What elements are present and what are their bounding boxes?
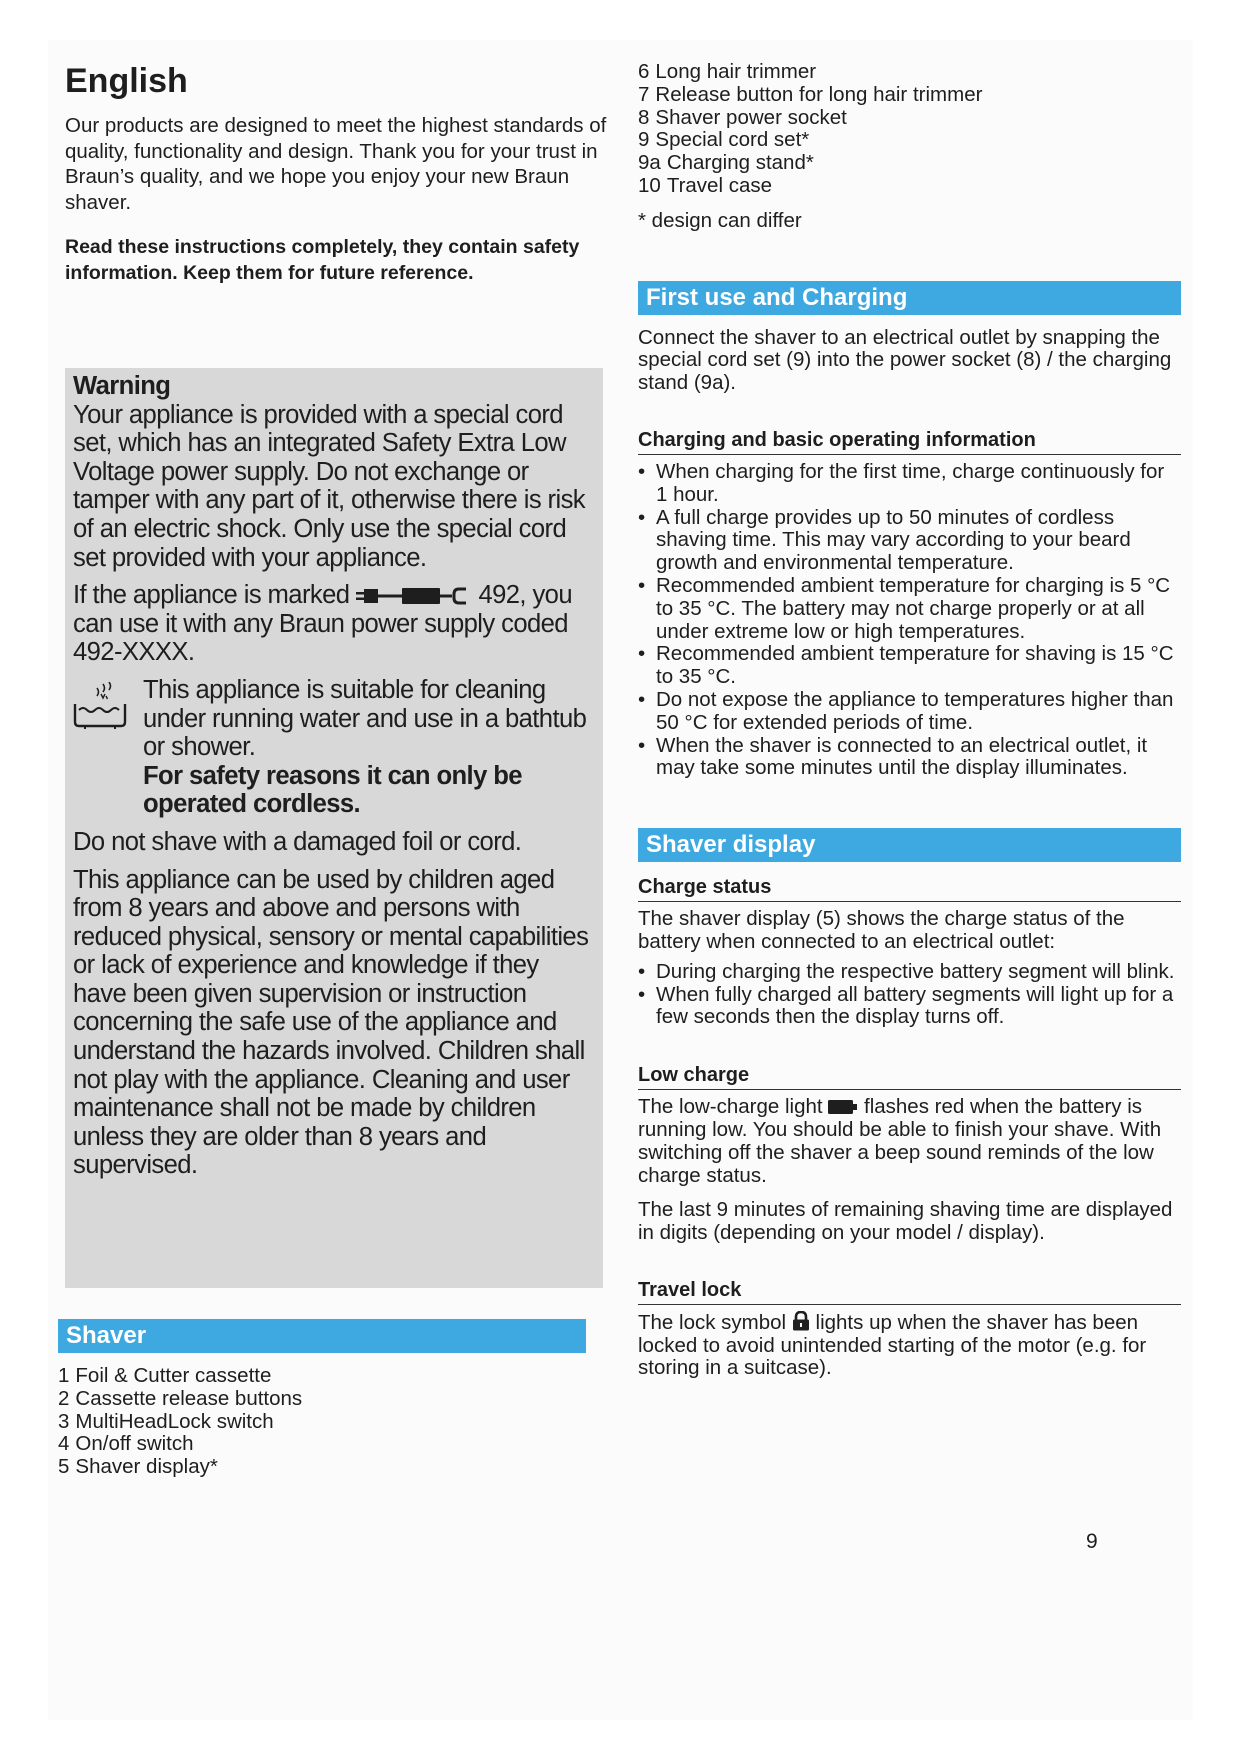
marking-text-after: 492, you can use it with any Braun power supply coded 492-XXXX. <box>73 581 572 667</box>
travel-lock-subheading: Travel lock <box>638 1279 1181 1305</box>
first-use-heading-bar: First use and Charging <box>638 281 1181 315</box>
part-item: 2 Cassette release buttons <box>58 1386 303 1410</box>
charging-bullet-list <box>638 461 1181 780</box>
shaver-display-heading-bar: Shaver display <box>638 828 1181 862</box>
water-suitability-block <box>73 676 595 819</box>
intro-bold-text: Read these instructions completely, they contain safety information. Keep them for future reference. <box>65 236 580 284</box>
bullet-item: • Recommended ambient temperature for charging is 5 °C to 35 °C. The battery may not charge properly or at all under extreme low or high temperatures. <box>638 575 1181 643</box>
design-note: * design can differ <box>638 208 802 232</box>
bullet-item: • A full charge provides up to 50 minutes of cordless shaving time. This may vary according to your beard growth and environmental temperature. <box>638 507 1181 575</box>
bullet-item: • Recommended ambient temperature for shaving is 15 °C to 35 °C. <box>638 643 1181 689</box>
part-item: 4 On/off switch <box>58 1432 194 1456</box>
part-item: 6 Long hair trimmer <box>638 60 817 83</box>
part-item: 1 Foil & Cutter cassette <box>58 1364 272 1387</box>
part-item: 9a Charging stand* <box>638 151 814 175</box>
cordless-safety-text: For safety reasons it can only be operated cordless. <box>143 761 522 819</box>
language-heading: English <box>65 62 188 100</box>
power-supply-symbol-icon <box>356 584 472 608</box>
charging-subheading: Charging and basic operating information <box>638 429 1181 455</box>
lock-icon <box>792 1311 810 1331</box>
warning-paragraph-cord: Your appliance is provided with a special cord set, which has an integrated Safety Extra Low Voltage power supply. Do not exchange or tamper with any part of it, otherwise there is risk of an electric shock. Only use the special cord set provided with your appliance. <box>73 400 586 572</box>
parts-list-right <box>638 61 1181 198</box>
bullet-item: • When charging for the first time, charge continuously for 1 hour. <box>638 461 1181 507</box>
bullet-item: • When the shaver is connected to an electrical outlet, it may take some minutes until the display illuminates. <box>638 735 1181 781</box>
shaver-heading-bar: Shaver <box>58 1319 586 1353</box>
part-item: 8 Shaver power socket <box>638 105 847 129</box>
part-item: 7 Release button for long hair trimmer <box>638 82 983 106</box>
marking-text-before: If the appliance is marked <box>73 581 350 610</box>
charge-status-text: The shaver display (5) shows the charge status of the battery when connected to an electrical outlet: <box>638 907 1125 953</box>
low-charge-subheading: Low charge <box>638 1064 1181 1090</box>
shaver-section <box>58 1319 586 1479</box>
low-charge-text: The low-charge light flashes red when the battery is running low. You should be able to finish your shave. With switching off the shaver a beep sound reminds of the low charge status. <box>638 1095 1162 1187</box>
left-column <box>65 40 610 286</box>
part-item: 3 MultiHeadLock switch <box>58 1409 274 1433</box>
warning-box <box>65 368 603 1288</box>
part-item: 5 Shaver display* <box>58 1455 218 1479</box>
first-use-text: Connect the shaver to an electrical outlet by snapping the special cord set (9) into the power socket (8) / the charging stand (9a). <box>638 325 1172 395</box>
children-warning: This appliance can be used by children aged from 8 years and above and persons with reduced physical, sensory or mental capabilities or lack of experience and knowledge if they have been given supervision or instruction concerning the safe use of the appliance and understand the hazards involved. Children shall not play with the appliance. Cleaning and user maintenance shall not be made by children unless they are older than 8 years and supervised. <box>73 865 589 1180</box>
warning-paragraph-marking <box>73 581 595 667</box>
right-column <box>638 40 1181 1380</box>
part-item: 10 Travel case <box>638 173 773 197</box>
travel-lock-text: The lock symbol lights up when the shaver has been locked to avoid unintended starting of the motor (e.g. for storing in a suitcase). <box>638 1310 1147 1380</box>
part-item: 9 Special cord set* <box>638 128 810 152</box>
shower-bathtub-icon <box>73 682 127 730</box>
charge-status-bullet-list <box>638 961 1181 1029</box>
page-number: 9 <box>1086 1530 1098 1553</box>
bullet-item: • Do not expose the appliance to temperatures higher than 50 °C for extended periods of time. <box>638 689 1181 735</box>
damaged-foil-warning: Do not shave with a damaged foil or cord. <box>73 827 522 856</box>
charge-status-subheading: Charge status <box>638 876 1181 902</box>
intro-text: Our products are designed to meet the highest standards of quality, functionality and design. Thank you for your trust in Braun’s quality, and we hope you enjoy your new Braun shaver. <box>65 114 607 214</box>
low-charge-battery-icon <box>828 1099 858 1115</box>
water-text: This appliance is suitable for cleaning under running water and use in a bathtub or shower. <box>143 675 587 762</box>
warning-title: Warning <box>73 372 171 400</box>
parts-list-left <box>58 1365 586 1479</box>
bullet-item: • When fully charged all battery segments will light up for a few seconds then the display turns off. <box>638 984 1181 1030</box>
bullet-item: • During charging the respective battery segment will blink. <box>638 961 1181 984</box>
manual-page <box>48 40 1193 1720</box>
low-charge-digits-text: The last 9 minutes of remaining shaving time are displayed in digits (depending on your model / display). <box>638 1198 1173 1245</box>
